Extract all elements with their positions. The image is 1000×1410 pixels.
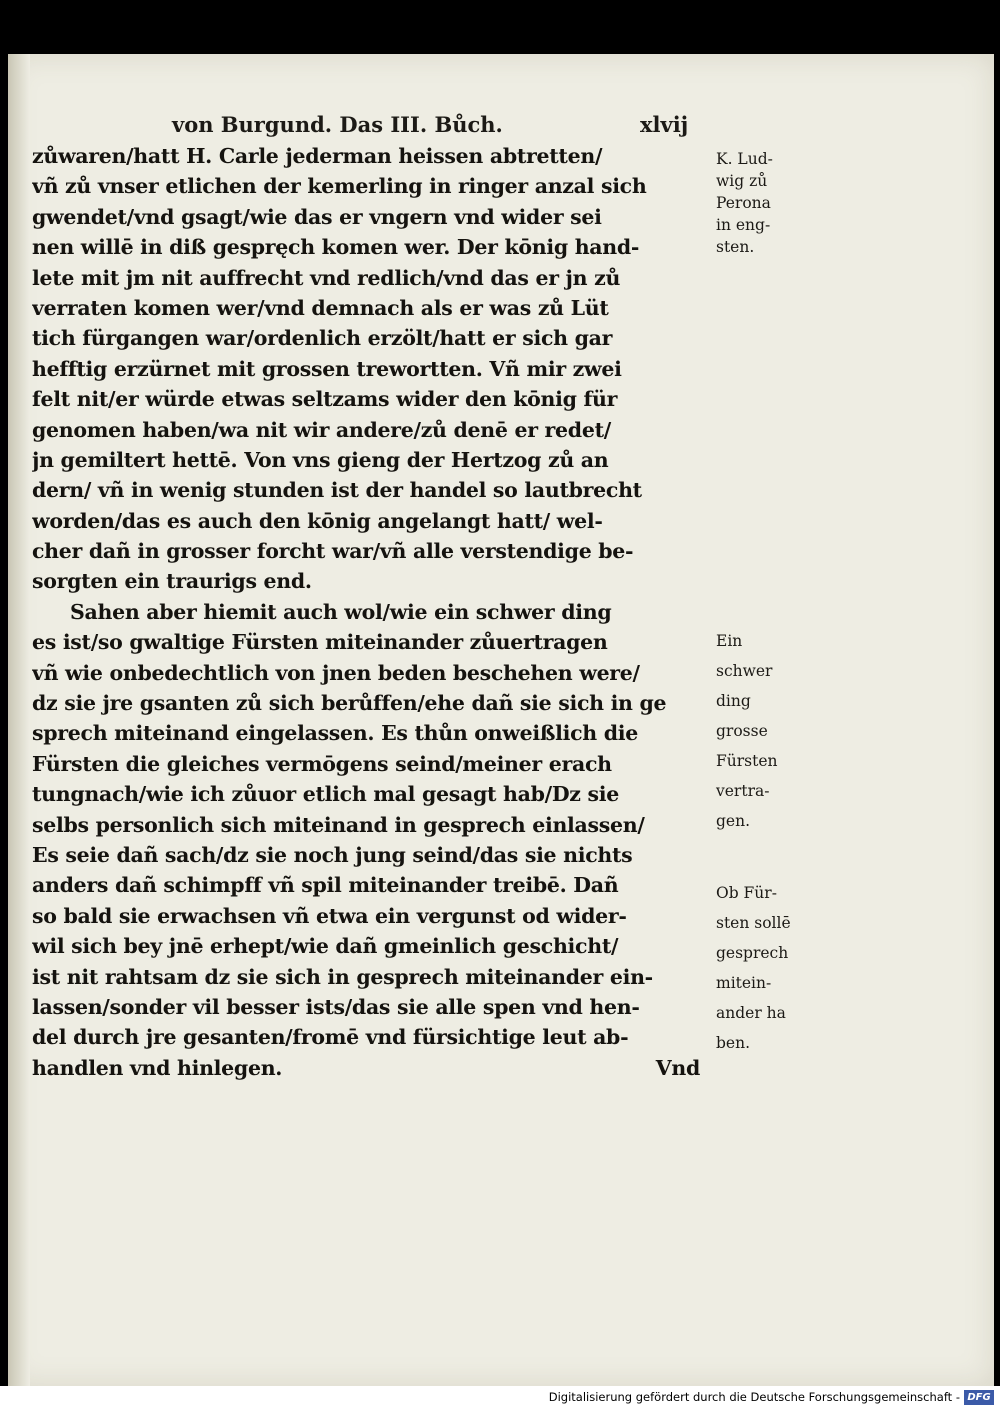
- margin-note-ludwig: [716, 148, 816, 258]
- margin-note-line: Ein: [716, 632, 743, 650]
- text-line: anders dañ schimpff vñ spil miteinander treibē. Dañ: [32, 873, 619, 898]
- margin-note-line: grosse: [716, 722, 768, 740]
- text-line: cher dañ in grosser forcht war/vñ alle verstendige be-: [32, 539, 634, 564]
- margin-note-schwer-ding: [716, 626, 816, 836]
- margin-note-line: mitein-: [716, 974, 772, 992]
- footer-bar: [0, 1386, 1000, 1410]
- margin-note-line: gesprech: [716, 944, 789, 962]
- text-line: verraten komen wer/vnd demnach als er was zů Lüt: [32, 295, 609, 320]
- text-line: dern/ vñ in wenig stunden ist der handel so lautbrecht: [32, 478, 642, 503]
- text-line: Fürsten die gleiches vermōgens seind/meiner erach: [32, 751, 612, 776]
- folio-number: xlvij: [640, 112, 689, 137]
- text-line: del durch jre gesanten/fromē vnd fürsichtige leut ab-: [32, 1025, 629, 1050]
- text-line: worden/das es auch den kōnig angelangt hatt/ wel-: [32, 508, 603, 533]
- text-line: ist nit rahtsam dz sie sich in gesprech miteinander ein-: [32, 964, 653, 989]
- text-line: so bald sie erwachsen vñ etwa ein vergunst od wider-: [32, 903, 627, 928]
- page-gutter-shadow: [8, 54, 30, 1386]
- body-text: [32, 141, 712, 1083]
- text-line: felt nit/er würde etwas seltzams wider den kōnig für: [32, 387, 618, 412]
- margin-note-line: Ob Für-: [716, 884, 777, 902]
- text-line: dz sie jre gsanten zů sich berůffen/ehe dañ sie sich in ge: [32, 691, 667, 716]
- margin-note-line: ding: [716, 692, 751, 710]
- margin-note-line: ander ha: [716, 1004, 786, 1022]
- running-head: von Burgund. Das III. Bůch.: [172, 112, 503, 137]
- margin-note-line: in eng-: [716, 216, 771, 234]
- margin-note-line: wig zů: [716, 172, 768, 190]
- text-line: hefftig erzürnet mit grossen trewortten. Vñ mir zwei: [32, 356, 622, 381]
- margin-note-line: sten.: [716, 238, 755, 256]
- margin-note-line: Perona: [716, 194, 771, 212]
- text-line: lassen/sonder vil besser ists/das sie alle spen vnd hen-: [32, 994, 640, 1019]
- paragraph-start-line: Sahen aber hiemit auch wol/wie ein schwer ding: [70, 599, 612, 624]
- text-line: wil sich bey jnē erhept/wie dañ gmeinlich geschicht/: [32, 934, 619, 959]
- text-line: Es seie dañ sach/dz sie noch jung seind/das sie nichts: [32, 842, 633, 867]
- last-line-text: handlen vnd hinlegen.: [32, 1055, 283, 1080]
- text-line: vñ wie onbedechtlich von jnen beden beschehen were/: [32, 660, 640, 685]
- catchword: Vnd: [655, 1055, 700, 1080]
- text-line: sprech miteinand eingelassen. Es thůn onweißlich die: [32, 721, 638, 746]
- text-line: jn gemiltert hettē. Von vns gieng der Hertzog zů an: [32, 447, 609, 472]
- margin-note-line: vertra-: [716, 782, 770, 800]
- margin-note-line: gen.: [716, 812, 751, 830]
- last-text-line: [32, 1053, 712, 1083]
- dfg-logo: DFG: [964, 1390, 994, 1405]
- margin-note-line: K. Lud-: [716, 150, 773, 168]
- text-line: tich fürgangen war/ordenlich erzölt/hatt er sich gar: [32, 326, 613, 351]
- margin-note-line: Fürsten: [716, 752, 778, 770]
- text-line: gwendet/vnd gsagt/wie das er vngern vnd wider sei: [32, 204, 602, 229]
- text-line: vñ zů vnser etlichen der kemerling in ringer anzal sich: [32, 174, 647, 199]
- text-line: sorgten ein traurigs end.: [32, 569, 312, 594]
- text-line: es ist/so gwaltige Fürsten miteinander zůuertragen: [32, 630, 608, 655]
- text-line: nen willē in diß gespręch komen wer. Der kōnig hand-: [32, 235, 640, 260]
- margin-note-line: ben.: [716, 1034, 751, 1052]
- text-line: zůwaren/hatt H. Carle jederman heissen abtretten/: [32, 144, 603, 168]
- text-line: selbs personlich sich miteinand in gesprech einlassen/: [32, 812, 645, 837]
- text-line: tungnach/wie ich zůuor etlich mal gesagt hab/Dz sie: [32, 782, 619, 807]
- margin-note-line: sten sollē: [716, 914, 791, 932]
- margin-note-gesprech: [716, 878, 816, 1058]
- funding-credit: Digitalisierung gefördert durch die Deutsche Forschungsgemeinschaft -: [548, 1390, 960, 1404]
- text-line: lete mit jm nit auffrecht vnd redlich/vnd das er jn zů: [32, 265, 621, 290]
- margin-note-line: schwer: [716, 662, 773, 680]
- text-line: genomen haben/wa nit wir andere/zů denē er redet/: [32, 417, 611, 442]
